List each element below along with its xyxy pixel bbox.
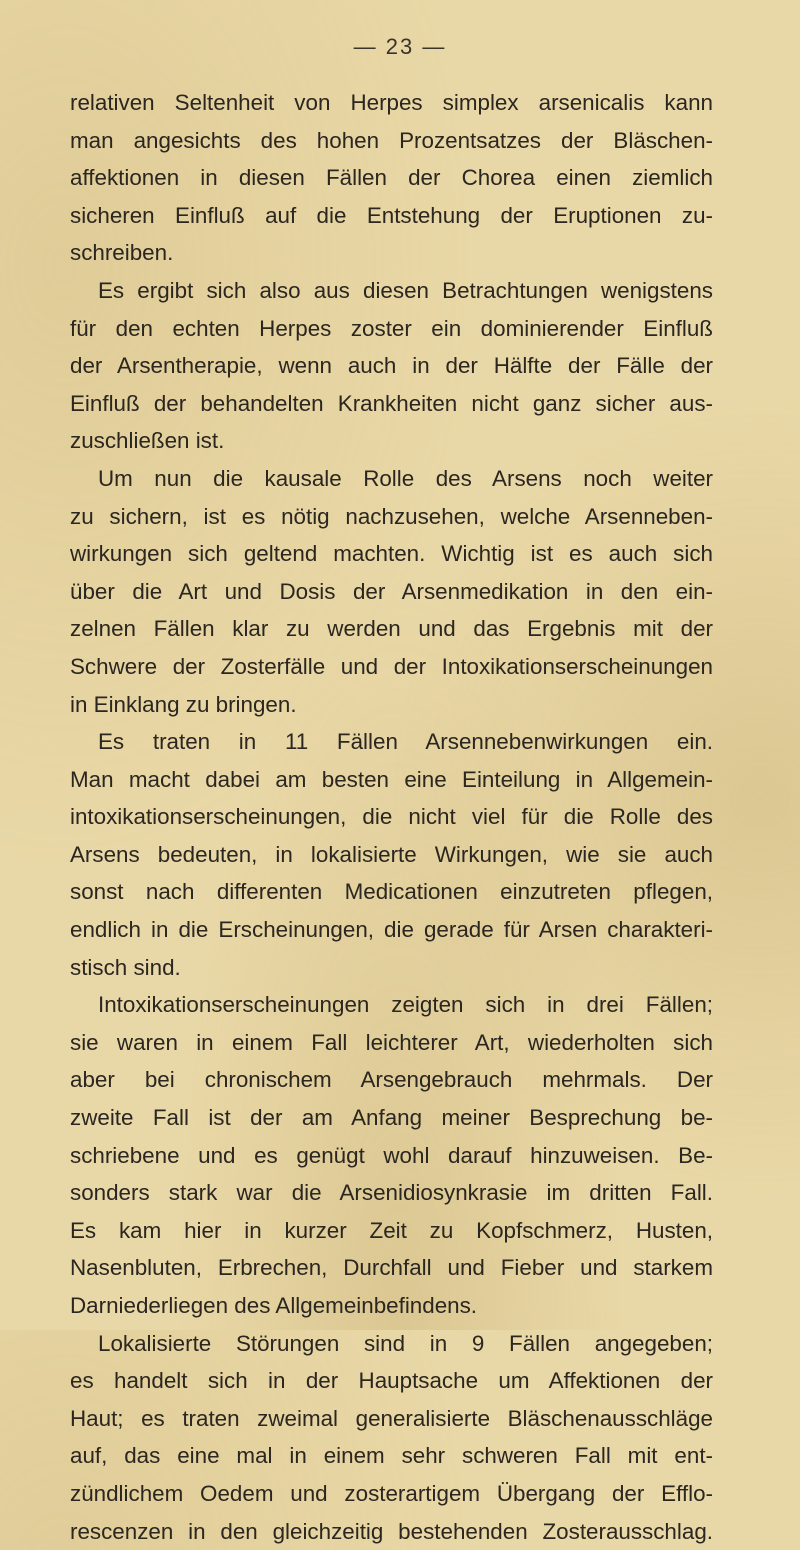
text-line: Einfluß der behandelten Krankheiten nicht ganz sicher aus- [70, 390, 713, 416]
text-line: zuschließen ist. [70, 428, 225, 454]
text-line: Haut; es traten zweimal generalisierte Bläschenausschläge [70, 1405, 713, 1431]
text-line: schriebene und es genügt wohl darauf hinzuweisen. Be- [70, 1142, 713, 1168]
page-number: — 23 — [353, 34, 447, 59]
text-line: über die Art und Dosis der Arsenmedikation in den ein- [70, 578, 713, 604]
text-line: Lokalisierte Störungen sind in 9 Fällen angegeben; [98, 1330, 713, 1356]
text-line: endlich in die Erscheinungen, die gerade für Arsen charakteri- [70, 917, 713, 943]
text-line: Man macht dabei am besten eine Einteilung in Allgemein- [70, 766, 713, 792]
text-line: Schwere der Zosterfälle und der Intoxikationserscheinungen [70, 653, 713, 679]
text-line: zu sichern, ist es nötig nachzusehen, welche Arsenneben- [70, 503, 713, 529]
text-line: Es traten in 11 Fällen Arsennebenwirkungen ein. [98, 729, 713, 755]
text-line: intoxikationserscheinungen, die nicht viel für die Rolle des [70, 804, 713, 830]
text-line: für den echten Herpes zoster ein dominierender Einfluß [70, 315, 713, 341]
text-line: Nasenbluten, Erbrechen, Durchfall und Fieber und starkem [70, 1255, 713, 1281]
text-line: relativen Seltenheit von Herpes simplex arsenicalis kann [70, 90, 713, 115]
text-line: stisch sind. [70, 954, 181, 980]
text-line: Um nun die kausale Rolle des Arsens noch weiter [98, 465, 713, 491]
text-line: sonst nach differenten Medicationen einzutreten pflegen, [70, 879, 713, 905]
text-line: Es ergibt sich also aus diesen Betrachtungen wenigstens [98, 277, 713, 303]
body-text [70, 84, 713, 1550]
text-line: auf, das eine mal in einem sehr schweren Fall mit ent- [70, 1443, 713, 1469]
text-line: es handelt sich in der Hauptsache um Affektionen der [70, 1368, 713, 1394]
text-line: Darniederliegen des Allgemeinbefindens. [70, 1293, 478, 1318]
text-line: in Einklang zu bringen. [70, 691, 297, 717]
text-line: wirkungen sich geltend machten. Wichtig ist es auch sich [70, 541, 713, 567]
text-line: Arsens bedeuten, in lokalisierte Wirkungen, wie sie auch [70, 841, 713, 867]
text-line: rescenzen in den gleichzeitig bestehenden Zosterausschlag. [70, 1518, 713, 1544]
text-line: zelnen Fällen klar zu werden und das Ergebnis mit der [70, 616, 713, 642]
text-line: der Arsentherapie, wenn auch in der Hälfte der Fälle der [70, 353, 713, 379]
text-line: man angesichts des hohen Prozentsatzes der Bläschen- [70, 127, 713, 153]
text-line: Es kam hier in kurzer Zeit zu Kopfschmerz, Husten, [70, 1217, 713, 1243]
text-line: schreiben. [70, 240, 174, 266]
text-line: zweite Fall ist der am Anfang meiner Besprechung be- [70, 1105, 713, 1131]
text-line: Intoxikationserscheinungen zeigten sich in drei Fällen; [98, 992, 713, 1018]
text-line: sonders stark war die Arsenidiosynkrasie im dritten Fall. [70, 1180, 713, 1206]
text-line: zündlichem Oedem und zosterartigem Übergang der Efflo- [70, 1480, 713, 1506]
text-line: aber bei chronischem Arsengebrauch mehrmals. Der [70, 1067, 713, 1093]
text-line: affektionen in diesen Fällen der Chorea einen ziemlich [70, 165, 713, 191]
text-line: sie waren in einem Fall leichterer Art, wiederholten sich [70, 1029, 713, 1055]
text-line: sicheren Einfluß auf die Entstehung der Eruptionen zu- [70, 202, 713, 228]
